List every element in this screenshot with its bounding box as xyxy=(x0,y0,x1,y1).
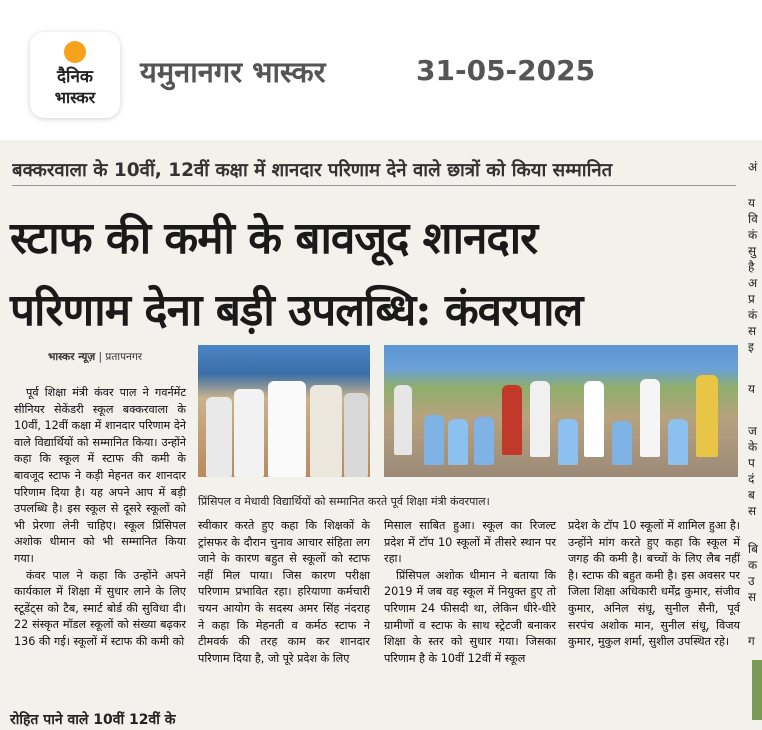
photo-group-students xyxy=(384,345,738,477)
article-column-2 xyxy=(198,518,370,667)
side-letter: उ xyxy=(748,574,755,588)
side-letter: दं xyxy=(748,472,755,486)
byline: भास्कर न्यूज़ | प्रतापनगर xyxy=(48,351,143,363)
byline-source: भास्कर न्यूज़ xyxy=(48,351,96,363)
side-letter: प xyxy=(748,456,755,470)
side-photo-fragment xyxy=(752,660,762,720)
article-column-1 xyxy=(14,385,186,651)
side-letter: सु xyxy=(748,244,757,258)
side-letter: अ xyxy=(748,276,758,290)
column4-paragraph1: प्रदेश के टॉप 10 स्कूलों में शामिल हुआ है। उन्होंने मांग करते हुए कहा कि स्कूल में जगह की कमी है। बच्चों के लिए लैब नहीं है। स्टाफ की बहुत कमी है। इस अवसर पर जिला शिक्षा अधिकारी धर्मेंद्र कुमार, संजीव कुमार, अनिल संधू, सुनील सैनी, पूर्व सरपंच अशोक मान, सुनील संधू, विजय कुमार, मुकुल शर्मा, सुशील उपस्थित रहे। xyxy=(568,519,740,649)
newspaper-clipping xyxy=(0,140,762,730)
side-letter: य xyxy=(748,196,755,210)
side-letter: कं xyxy=(748,228,758,242)
logo-text-line2: भास्कर xyxy=(54,88,96,107)
side-letter: प्र xyxy=(748,292,755,306)
dainik-bhaskar-logo xyxy=(30,32,120,118)
edition-name: यमुनानगर भास्कर xyxy=(140,55,326,89)
column1-paragraph2: कंवर पाल ने कहा कि उन्होंने अपने कार्यकाल में शिक्षा में सुधार लाने के लिए स्टूडेंट्स को टैब, स्मार्ट बोर्ड की सुविधा दी। 22 संस्कृत मॉडल स्कूलों को संख्या बढ़कर 136 की गई। स्कूलों में स्टाफ की कमी को xyxy=(14,568,186,648)
byline-place: प्रतापनगर xyxy=(105,351,143,363)
article-column-4 xyxy=(568,518,740,651)
strap-divider xyxy=(12,185,736,186)
side-letter: बि xyxy=(748,542,758,556)
side-letter: य xyxy=(748,382,755,396)
next-article-fragment: रोहित पाने वाले 10वीं 12वीं के xyxy=(10,712,176,728)
side-letter: के xyxy=(748,440,758,454)
side-letter: ब xyxy=(748,488,755,502)
side-letter: कं xyxy=(748,308,758,322)
column2-paragraph1: स्वीकार करते हुए कहा कि शिक्षकों के ट्रांसफर के दौरान चुनाव आचार संहिता लग जाने के कारण बहुत से स्कूलों को स्टाफ नहीं मिल पाया। जिस कारण परीक्षा परिणाम प्रभावित रहा। हरियाणा कर्मचारी चयन आयोग के सदस्य अमर सिंह नंदराह ने कहा कि मेहनती व कर्मठ स्टाफ ने टीमवर्क की तरह काम कर शानदार परिणाम दिया है, जो पूरे प्रदेश के लिए xyxy=(198,519,370,665)
side-letter: वि xyxy=(748,212,758,226)
article-column-3 xyxy=(384,518,556,667)
side-letter: इ xyxy=(748,340,754,354)
photo-caption: प्रिंसिपल व मेधावी विद्यार्थियों को सम्मानित करते पूर्व शिक्षा मंत्री कंवरपाल। xyxy=(198,495,490,508)
side-letter: ज xyxy=(748,424,757,438)
side-letter: है xyxy=(748,260,755,274)
side-letter: ग xyxy=(748,634,755,648)
article-strapline: बक्करवाला के 10वीं, 12वीं कक्षा में शानदार परिणाम देने वाले छात्रों को किया सम्मानित xyxy=(12,160,613,181)
side-letter: क xyxy=(748,558,758,572)
side-letter: अं xyxy=(748,160,758,174)
photo-felicitation xyxy=(198,345,370,477)
column3-paragraph2: प्रिंसिपल अशोक धीमान ने बताया कि 2019 में जब वह स्कूल में नियुक्त हुए तो परिणाम 24 फीसदी था, लेकिन धीरे-धीरे ग्रामीणों व स्टाफ के साथ स्ट्रेटजी बनाकर शिक्षा के स्तर को सुधार गया। जिसका परिणाम है के 10वीं 12वीं में स्कूल xyxy=(384,568,556,665)
side-letter: स xyxy=(748,590,757,604)
side-letter: स xyxy=(748,504,757,518)
headline-line2: परिणाम देना बड़ी उपलब्धि: कंवरपाल xyxy=(10,285,583,336)
column1-paragraph1: पूर्व शिक्षा मंत्री कंवर पाल ने गवर्नमेंट सीनियर सेकेंडरी स्कूल बक्करवाला के 10वीं, 12वीं कक्षा में शानदार परिणाम देने वाले विद्यार्थियों को सम्मानित किया। उन्होंने कहा कि स्कूल में स्टाफ की कमी के बावजूद स्टाफ ने कड़ी मेहनत कर शानदार परिणाम दिया है। यह अपने आप में बड़ी उपलब्धि है। इस स्कूल से दूसरे स्कूलों को भी प्रेरणा लेनी चाहिए। स्कूल प्रिंसिपल अशोक धीमान को भी सम्मानित किया गया। xyxy=(14,386,186,565)
headline-line1: स्टाफ की कमी के बावजूद शानदार xyxy=(10,213,538,264)
column3-paragraph1: मिसाल साबित हुआ। स्कूल का रिजल्ट प्रदेश में टॉप 10 स्कूलों में तीसरे स्थान पर रहा। xyxy=(384,519,556,566)
page-header xyxy=(0,0,762,140)
sun-icon xyxy=(64,41,86,63)
edition-date: 31-05-2025 xyxy=(416,54,596,87)
logo-text-line1: दैनिक xyxy=(57,67,93,87)
side-letter: स xyxy=(748,324,757,338)
